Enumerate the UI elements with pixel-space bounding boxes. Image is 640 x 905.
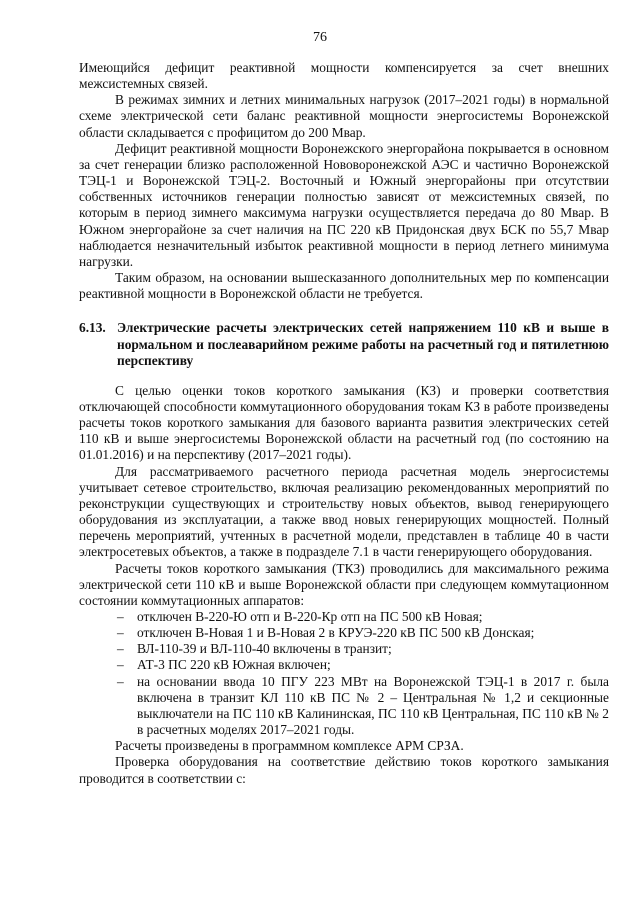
list-item	[79, 657, 609, 673]
paragraph-calculation-model: Для рассматриваемого расчетного периода расчетная модель энергосистемы учитывает сетевое строительство, включая реализацию рекомендованных мероприятий по реконструкции существующих и строительству новых объектов, вывод генерирующего оборудования из эксплуатации, а также ввод новых генерирующих мощностей. Полный перечень мероприятий, учтенных в расчетной модели, представлен в таблице 40 в части электросетевых объектов, а также в подразделе 7.1 в части генерирующего оборудования.	[79, 463, 609, 560]
list-dash: –	[117, 625, 124, 641]
list-item-text: отключен В-Новая 1 и В-Новая 2 в КРУЭ-220 кВ ПС 500 кВ Донская;	[137, 625, 535, 641]
list-item-text: отключен В-220-Ю отп и В-220-Кр отп на ПС 500 кВ Новая;	[137, 609, 483, 624]
list-item-text: ВЛ-110-39 и ВЛ-110-40 включены в транзит;	[137, 641, 392, 657]
list-item-text: АТ-3 ПС 220 кВ Южная включен;	[137, 657, 331, 673]
paragraph-conclusion: Таким образом, на основании вышесказанного дополнительных мер по компенсации реактивной мощности в Воронежской области не требуется.	[79, 270, 609, 302]
document-body	[79, 60, 609, 787]
paragraph-tkz-conditions: Расчеты токов короткого замыкания (ТКЗ) проводились для максимального режима электрической сети 110 кВ и выше Воронежской области при следующем коммутационном состоянии коммутационных аппаратов:	[79, 560, 609, 608]
list-item-text: на основании ввода 10 ПГУ 223 МВт на Воронежской ТЭЦ-1 в 2017 г. была включена в транзит КЛ 110 кВ ПС № 2 – Центральная № 1,2 и секционные выключатели на ПС 110 кВ Калининская, ПС 110 кВ Центральная, ПС 110 кВ № 2 в расчетных моделях 2017–2021 годы.	[137, 673, 609, 738]
paragraph-voronezh-deficit: Дефицит реактивной мощности Воронежского энергорайона покрывается в основном за счет генерации близко расположенной Нововоронежской АЭС и частично Воронежской ТЭЦ-1 и Воронежской ТЭЦ-2. Восточный и Южный энергорайоны при отсутствии собственных источников генерации полностью зависят от межсистемных связей, по которым в период зимнего максимума нагрузки осуществляется передача до 80 Мвар. В Южном энергорайоне за счет наличия на ПС 220 кВ Придонская двух БСК по 55,7 Мвар наблюдается незначительный избыток реактивной мощности в период летнего минимума нагрузки.	[79, 140, 609, 269]
paragraph-minimal-loads: В режимах зимних и летних минимальных нагрузок (2017–2021 годы) в нормальной схеме электрической сети баланс реактивной мощности энергосистемы Воронежской области складывается с профицитом до 200 Мвар.	[79, 92, 609, 140]
paragraph-software: Расчеты произведены в программном комплексе АРМ СРЗА.	[115, 738, 464, 754]
section-title: Электрические расчеты электрических сетей напряжением 110 кВ и выше в нормальном и послеаварийном режиме работы на расчетный год и пятилетнюю перспективу	[117, 320, 609, 368]
switching-state-list	[79, 609, 609, 738]
section-heading	[79, 320, 609, 368]
list-item	[79, 609, 609, 625]
list-item	[79, 641, 609, 657]
list-dash: –	[117, 673, 124, 689]
paragraph-equipment-check: Проверка оборудования на соответствие действию токов короткого замыкания проводится в соответствии с:	[79, 754, 609, 786]
list-dash: –	[117, 609, 124, 624]
list-item	[79, 625, 609, 641]
list-dash: –	[117, 657, 124, 673]
paragraph-deficit-compensation: Имеющийся дефицит реактивной мощности компенсируется за счет внешних межсистемных связей.	[79, 60, 609, 92]
section-number: 6.13.	[79, 320, 106, 336]
page-number: 76	[313, 30, 327, 45]
list-dash: –	[117, 641, 124, 657]
paragraph-kz-purpose: С целью оценки токов короткого замыкания (КЗ) и проверки соответствия отключающей способности коммутационного оборудования токам КЗ в работе произведены расчеты токов короткого замыкания для базового варианта развития электрических сетей 110 кВ и выше энергосистемы Воронежской области на расчетный год (по состоянию на 01.01.2016) и на перспективу (2017–2021 годы).	[79, 382, 609, 463]
list-item	[79, 674, 609, 739]
